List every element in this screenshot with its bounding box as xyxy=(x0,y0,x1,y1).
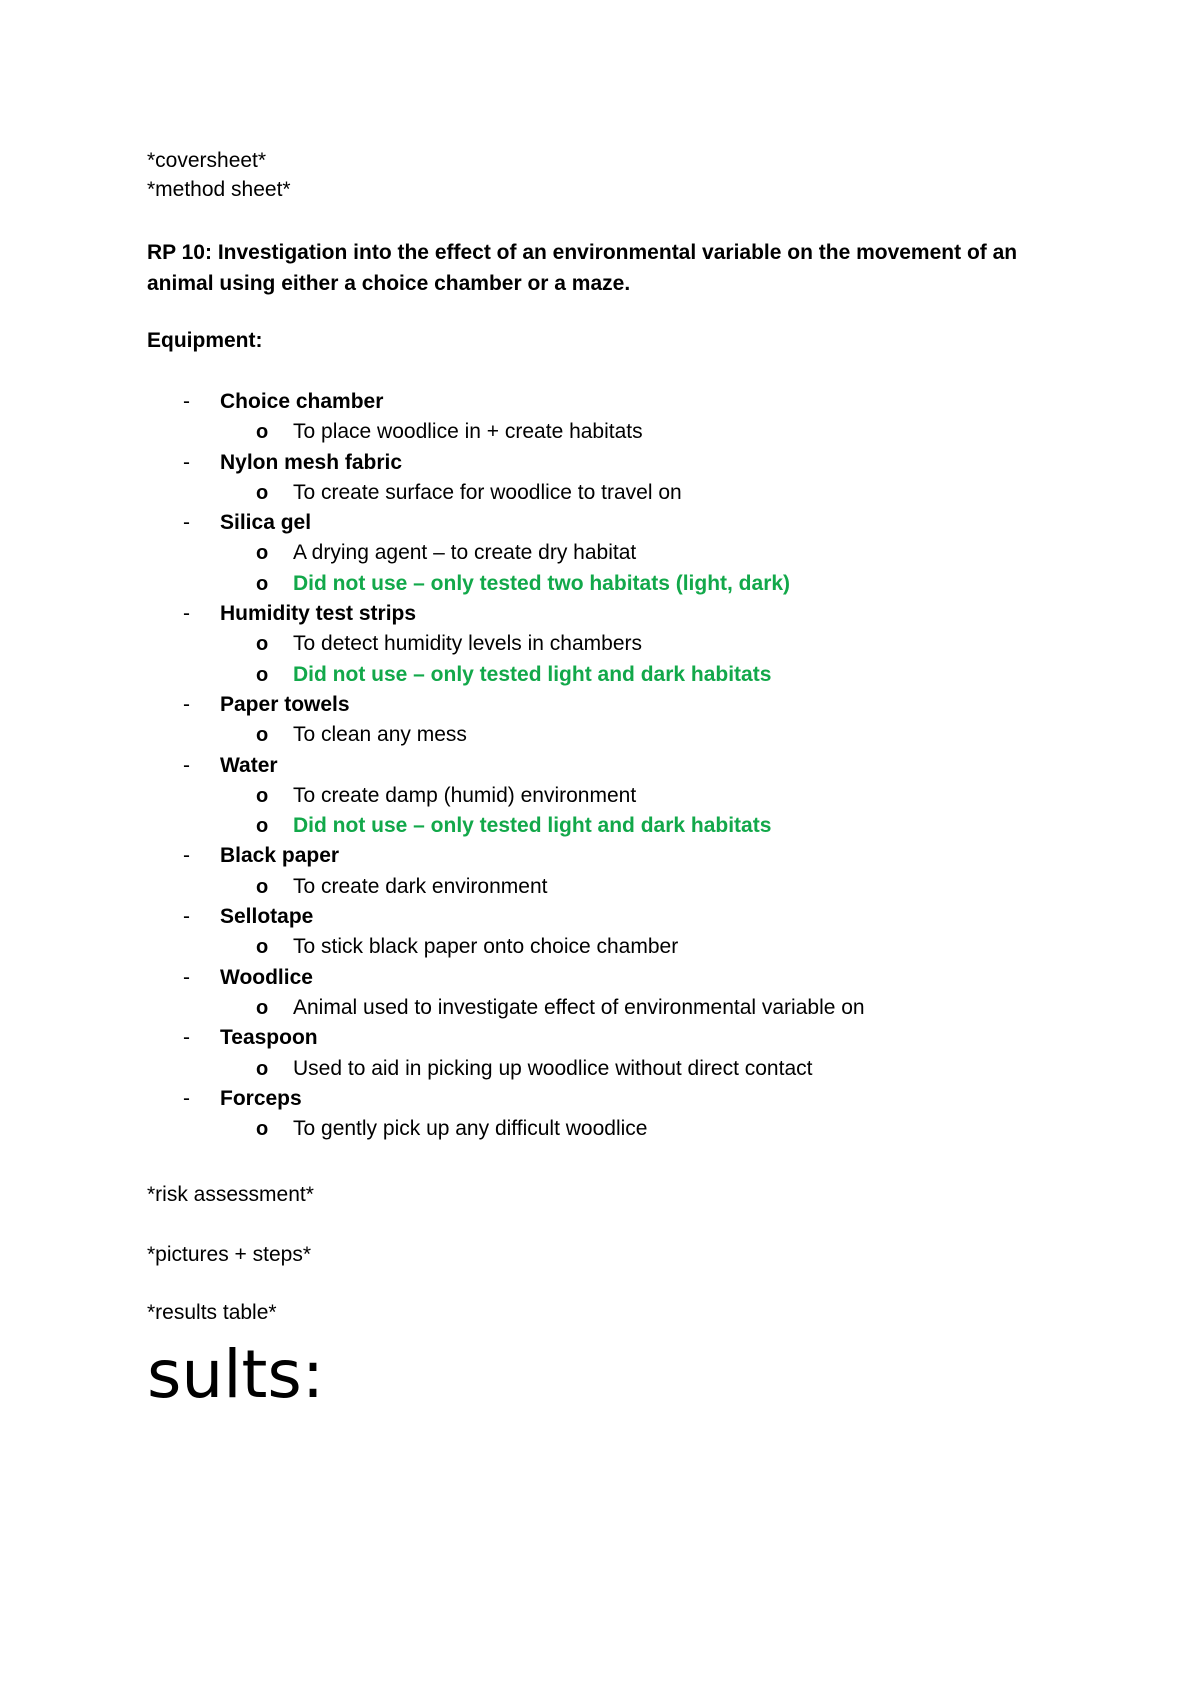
equipment-note xyxy=(0,1054,1200,1084)
equipment-note-text: Did not use – only tested light and dark habitats xyxy=(293,662,772,686)
circle-bullet-icon: o xyxy=(256,815,269,838)
equipment-note xyxy=(0,993,1200,1023)
equipment-note-text: A drying agent – to create dry habitat xyxy=(293,541,637,565)
equipment-name: Humidity test strips xyxy=(220,602,417,626)
equipment-note-text: Did not use – only tested two habitats (light, dark) xyxy=(293,571,791,595)
equipment-note-text: To clean any mess xyxy=(293,723,467,747)
circle-bullet-icon: o xyxy=(256,724,269,747)
dash-bullet: - xyxy=(183,390,190,413)
equipment-name: Choice chamber xyxy=(220,390,384,413)
large-text-fragment: sults: xyxy=(147,1336,325,1413)
circle-bullet-icon: o xyxy=(256,421,269,444)
pictures-steps-note: *pictures + steps* xyxy=(147,1243,312,1266)
circle-bullet-icon: o xyxy=(256,996,269,1019)
dash-bullet: - xyxy=(183,602,190,626)
circle-bullet-icon: o xyxy=(256,1118,269,1141)
equipment-note-text: To stick black paper onto choice chamber xyxy=(293,935,679,959)
equipment-item xyxy=(0,963,1200,993)
equipment-item xyxy=(0,1084,1200,1114)
circle-bullet-icon: o xyxy=(256,572,269,595)
equipment-name: Sellotape xyxy=(220,905,314,929)
equipment-name: Forceps xyxy=(220,1086,302,1110)
equipment-note-text: To place woodlice in + create habitats xyxy=(293,420,643,444)
equipment-item xyxy=(0,751,1200,781)
equipment-note-highlighted xyxy=(0,660,1200,690)
equipment-note xyxy=(0,478,1200,508)
equipment-note xyxy=(0,1114,1200,1144)
document-title: RP 10: Investigation into the effect of an environmental variable on the movement of an animal using either a choice chamber or a maze. xyxy=(147,241,1018,295)
equipment-note xyxy=(0,932,1200,962)
dash-bullet: - xyxy=(183,511,190,535)
dash-bullet: - xyxy=(183,905,190,929)
circle-bullet-icon: o xyxy=(256,1057,269,1080)
dash-bullet: - xyxy=(183,1086,190,1110)
equipment-name: Nylon mesh fabric xyxy=(220,450,403,474)
equipment-item xyxy=(0,599,1200,629)
equipment-item xyxy=(0,902,1200,932)
equipment-note-text: To detect humidity levels in chambers xyxy=(293,632,642,656)
results-table-note: *results table* xyxy=(147,1301,277,1324)
circle-bullet-icon: o xyxy=(256,481,269,504)
equipment-note-text: Used to aid in picking up woodlice without direct contact xyxy=(293,1056,813,1080)
equipment-item xyxy=(0,508,1200,538)
equipment-note xyxy=(0,538,1200,568)
equipment-name: Woodlice xyxy=(220,965,313,989)
equipment-note-text: Did not use – only tested light and dark habitats xyxy=(293,814,772,838)
equipment-note xyxy=(0,872,1200,902)
equipment-note xyxy=(0,629,1200,659)
equipment-name: Teaspoon xyxy=(220,1026,318,1050)
equipment-note-text: To gently pick up any difficult woodlice xyxy=(293,1117,648,1141)
circle-bullet-icon: o xyxy=(256,784,269,807)
equipment-name: Water xyxy=(220,753,278,777)
coversheet-note: *coversheet* xyxy=(147,149,267,172)
circle-bullet-icon: o xyxy=(256,542,269,565)
circle-bullet-icon: o xyxy=(256,936,269,959)
dash-bullet: - xyxy=(183,965,190,989)
equipment-note xyxy=(0,781,1200,811)
equipment-note-text: To create surface for woodlice to travel on xyxy=(293,480,682,504)
dash-bullet: - xyxy=(183,1026,190,1050)
dash-bullet: - xyxy=(183,844,190,868)
dash-bullet: - xyxy=(183,753,190,777)
circle-bullet-icon: o xyxy=(256,663,269,686)
equipment-note-highlighted xyxy=(0,811,1200,841)
equipment-note-text: To create damp (humid) environment xyxy=(293,783,637,807)
equipment-note-text: Animal used to investigate effect of environmental variable on xyxy=(293,995,865,1019)
dash-bullet: - xyxy=(183,450,190,474)
equipment-heading: Equipment: xyxy=(147,329,263,352)
equipment-note xyxy=(0,417,1200,447)
equipment-item xyxy=(0,448,1200,478)
equipment-item xyxy=(0,690,1200,720)
equipment-name: Silica gel xyxy=(220,511,312,535)
equipment-list xyxy=(0,387,1200,1144)
circle-bullet-icon: o xyxy=(256,875,269,898)
equipment-name: Black paper xyxy=(220,844,340,868)
risk-assessment-note: *risk assessment* xyxy=(147,1183,314,1206)
equipment-note xyxy=(0,720,1200,750)
equipment-item xyxy=(0,1023,1200,1053)
circle-bullet-icon: o xyxy=(256,633,269,656)
equipment-note-text: To create dark environment xyxy=(293,874,548,898)
dash-bullet: - xyxy=(183,692,190,716)
method-sheet-note: *method sheet* xyxy=(147,178,291,201)
equipment-note-highlighted xyxy=(0,569,1200,599)
equipment-item xyxy=(0,841,1200,871)
equipment-item xyxy=(0,387,1200,417)
equipment-name: Paper towels xyxy=(220,692,350,716)
